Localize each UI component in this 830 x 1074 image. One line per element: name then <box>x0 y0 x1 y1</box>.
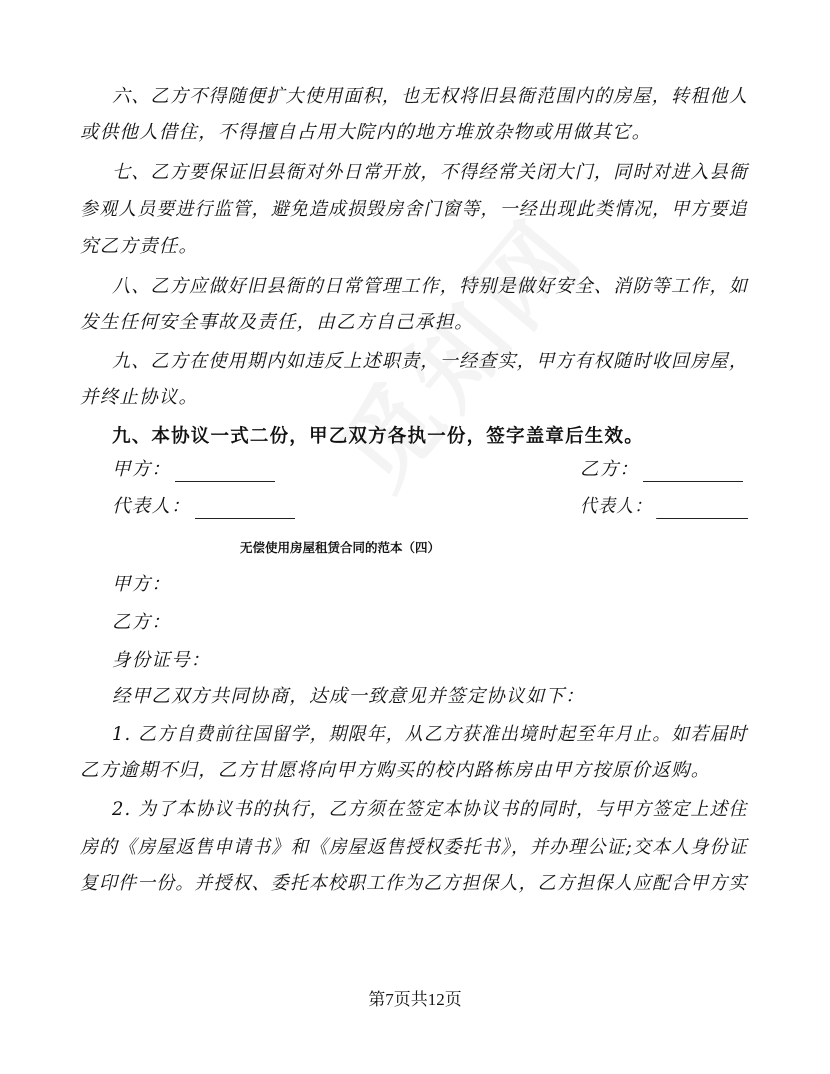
party-a-label: 甲方： <box>112 459 172 480</box>
rep-b-blank <box>656 500 748 519</box>
text-line: 七、乙方要保证旧县衙对外日常开放，不得经常关闭大门，同时对进入县衙 <box>112 162 749 183</box>
text-line: 经甲乙双方共同协商，达成一致意见并签定协议如下： <box>112 686 585 707</box>
text-line: 甲方： <box>112 574 172 595</box>
text-line: 2. 为了本协议书的执行，乙方须在签定本协议书的同时，与甲方签定上述住 <box>112 799 748 820</box>
text-line: 六、乙方不得随便扩大使用面积，也无权将旧县衙范围内的房屋，转租他人 <box>112 86 749 107</box>
text-line: 乙方： <box>112 612 172 633</box>
text-line: 并终止协议。 <box>80 387 199 408</box>
rep-a-label: 代表人： <box>112 496 191 517</box>
text-line: 身份证号： <box>112 650 211 671</box>
text-line: 房的《房屋返售申请书》和《房屋返售授权委托书》，并办理公证;交本人身份证 <box>80 837 748 858</box>
text-line: 发生任何安全事故及责任，由乙方自己承担。 <box>80 312 475 333</box>
page-number: 第7页共12页 <box>368 990 462 1009</box>
party-b-label: 乙方： <box>580 459 640 480</box>
text-line: 八、乙方应做好旧县衙的日常管理工作，特别是做好安全、消防等工作，如 <box>112 276 749 297</box>
party-a-signature <box>112 458 275 482</box>
text-line: 究乙方责任。 <box>80 236 199 257</box>
rep-b-label: 代表人： <box>580 496 653 517</box>
text-line: 1. 乙方自费前往国留学，期限年，从乙方获准出境时起至年月止。如若届时 <box>112 724 748 745</box>
rep-b-signature <box>580 495 748 519</box>
party-b-blank <box>643 463 743 482</box>
text-line: 或供他人借住，不得擅自占用大院内的地方堆放杂物或用做其它。 <box>80 122 652 143</box>
section-title: 无偿使用房屋租赁合同的范本（四） <box>240 540 441 555</box>
effect-clause: 九、本协议一式二份，甲乙双方各执一份，签字盖章后生效。 <box>112 426 644 447</box>
party-a-blank <box>175 463 275 482</box>
watermark <box>304 184 611 513</box>
party-b-signature <box>580 458 743 482</box>
rep-a-blank <box>195 500 295 519</box>
text-line: 参观人员要进行监管，避免造成损毁房舍门窗等，一经出现此类情况，甲方要追 <box>80 199 748 220</box>
text-line: 乙方逾期不归，乙方甘愿将向甲方购买的校内路栋房由甲方按原价返购。 <box>80 760 711 781</box>
rep-a-signature <box>112 495 295 519</box>
text-line: 九、乙方在使用期内如违反上述职责，一经查实，甲方有权随时收回房屋， <box>112 351 749 372</box>
text-line: 复印件一份。并授权、委托本校职工作为乙方担保人，乙方担保人应配合甲方实 <box>80 873 748 894</box>
